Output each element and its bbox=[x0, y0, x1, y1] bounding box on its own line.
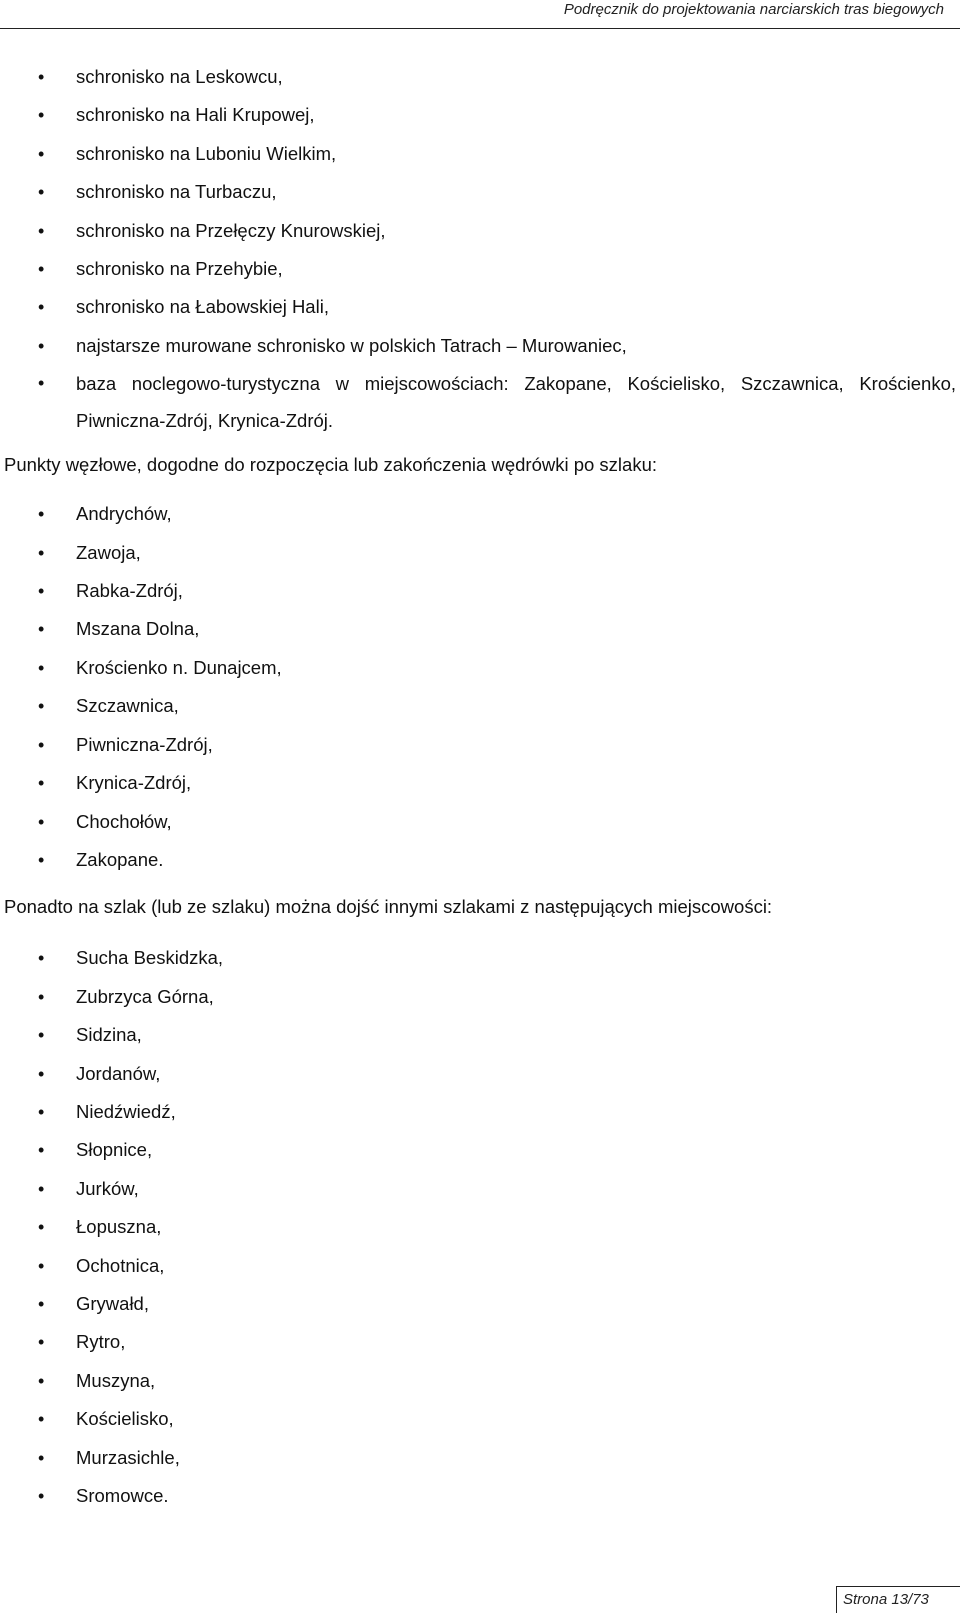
shelters-list bbox=[0, 58, 960, 439]
list-item bbox=[0, 1131, 956, 1169]
list-item-text: Sromowce. bbox=[76, 1485, 169, 1506]
bullet-icon: • bbox=[38, 297, 45, 318]
list-item bbox=[0, 1170, 956, 1208]
bullet-icon: • bbox=[38, 1486, 45, 1506]
bullet-icon: • bbox=[38, 504, 45, 525]
list-item bbox=[0, 173, 956, 211]
list-item-text: schronisko na Luboniu Wielkim, bbox=[76, 142, 337, 164]
list-item-text: Sidzina, bbox=[76, 1024, 142, 1046]
list-item-text: Grywałd, bbox=[76, 1292, 149, 1314]
page-footer bbox=[836, 1586, 960, 1613]
bullet-icon: • bbox=[38, 581, 45, 602]
list-item-text: Andrychów, bbox=[76, 503, 172, 525]
list-item-text: Słopnice, bbox=[76, 1139, 153, 1161]
list-item bbox=[0, 764, 956, 802]
list-item-text: Rytro, bbox=[76, 1331, 126, 1353]
bullet-icon: • bbox=[38, 696, 45, 717]
list-item-text: Krynica-Zdrój, bbox=[76, 772, 192, 794]
list-item bbox=[0, 1477, 956, 1515]
list-item bbox=[0, 1016, 956, 1054]
junction-points-paragraph: Punkty węzłowe, dogodne do rozpoczęcia lub zakończenia wędrówki po szlaku: bbox=[4, 454, 658, 476]
list-item bbox=[0, 572, 956, 610]
bullet-icon: • bbox=[38, 1447, 45, 1468]
bullet-icon: • bbox=[38, 734, 45, 755]
list-item-text: Zakopane. bbox=[76, 848, 164, 870]
list-item bbox=[0, 1323, 956, 1361]
list-item-text: najstarsze murowane schronisko w polskich Tatrach – Murowaniec, bbox=[76, 334, 627, 356]
list-item bbox=[0, 135, 956, 173]
bullet-icon: • bbox=[38, 105, 45, 126]
list-item-text: Zawoja, bbox=[76, 541, 141, 563]
list-item bbox=[0, 1055, 956, 1093]
list-item-text: Łopuszna, bbox=[76, 1216, 162, 1238]
list-item-text: Piwniczna-Zdrój, bbox=[76, 733, 213, 755]
page-header-title: Podręcznik do projektowania narciarskich tras biegowych bbox=[563, 1, 944, 18]
list-item bbox=[0, 687, 956, 725]
list-item-text: Jurków, bbox=[76, 1177, 139, 1199]
bullet-icon: • bbox=[38, 657, 45, 678]
list-item bbox=[0, 1362, 956, 1400]
bullet-icon: • bbox=[38, 143, 45, 164]
list-item-text: Szczawnica, bbox=[76, 695, 179, 717]
bullet-icon: • bbox=[38, 619, 45, 640]
list-item-text: Muszyna, bbox=[76, 1369, 156, 1391]
page-header bbox=[0, 0, 960, 29]
list-item bbox=[0, 803, 956, 841]
list-item bbox=[0, 1439, 956, 1477]
bullet-icon: • bbox=[38, 1101, 45, 1122]
bullet-icon: • bbox=[38, 1409, 45, 1430]
list-item-text: Chochołów, bbox=[76, 810, 172, 832]
list-item bbox=[0, 495, 956, 533]
list-item-text: schronisko na Przełęczy Knurowskiej, bbox=[76, 219, 386, 241]
list-item bbox=[0, 96, 956, 134]
list-item-text: Rabka-Zdrój, bbox=[76, 580, 183, 602]
list-item bbox=[0, 610, 956, 648]
list-item-text: schronisko na Leskowcu, bbox=[76, 66, 283, 87]
list-item bbox=[0, 58, 956, 96]
bullet-icon: • bbox=[38, 373, 45, 394]
bullet-icon: • bbox=[38, 1370, 45, 1391]
document-body bbox=[0, 58, 960, 1515]
bullet-icon: • bbox=[38, 220, 45, 241]
list-item bbox=[0, 1208, 956, 1246]
page-number: Strona 13/73 bbox=[843, 1591, 929, 1608]
bullet-icon: • bbox=[38, 1217, 45, 1238]
list-item-text: schronisko na Przehybie, bbox=[76, 258, 283, 280]
list-item bbox=[0, 250, 956, 288]
bullet-icon: • bbox=[38, 811, 45, 832]
list-item-text: schronisko na Łabowskiej Hali, bbox=[76, 296, 329, 318]
list-item-text: Jordanów, bbox=[76, 1062, 161, 1084]
bullet-icon: • bbox=[38, 1293, 45, 1314]
list-item-text: Sucha Beskidzka, bbox=[76, 947, 224, 969]
list-item-text: schronisko na Turbaczu, bbox=[76, 181, 277, 203]
list-item bbox=[0, 939, 956, 977]
bullet-icon: • bbox=[38, 986, 45, 1007]
bullet-icon: • bbox=[38, 1025, 45, 1046]
list-item bbox=[0, 534, 956, 572]
list-item-text: schronisko na Hali Krupowej, bbox=[76, 104, 315, 126]
list-item bbox=[0, 978, 956, 1016]
list-item bbox=[0, 1093, 956, 1131]
list-item-text: baza noclegowo-turystyczna w miejscowościach: Zakopane, Kościelisko, Szczawnica, Krościenko, Piwniczna-Zdrój, Krynica-Zdrój. bbox=[76, 373, 956, 432]
other-trails-paragraph: Ponadto na szlak (lub ze szlaku) można dojść innymi szlakami z następujących miejscowości: bbox=[4, 896, 773, 918]
list-item-text: Murzasichle, bbox=[76, 1446, 180, 1468]
list-item-text: Zubrzyca Górna, bbox=[76, 985, 214, 1007]
list-item-text: Niedźwiedź, bbox=[76, 1100, 176, 1122]
list-item bbox=[0, 841, 956, 879]
list-item bbox=[0, 649, 956, 687]
list-item bbox=[0, 212, 956, 250]
bullet-icon: • bbox=[38, 1178, 45, 1199]
list-item bbox=[0, 327, 956, 365]
list-item bbox=[0, 288, 956, 326]
bullet-icon: • bbox=[38, 1140, 45, 1161]
junction-towns-list bbox=[0, 495, 960, 879]
list-item bbox=[0, 1247, 956, 1285]
bullet-icon: • bbox=[38, 849, 45, 870]
list-item bbox=[0, 1400, 956, 1438]
list-item bbox=[0, 1285, 956, 1323]
bullet-icon: • bbox=[38, 948, 45, 969]
bullet-icon: • bbox=[38, 67, 45, 87]
bullet-icon: • bbox=[38, 1063, 45, 1084]
list-item-text: Ochotnica, bbox=[76, 1254, 165, 1276]
bullet-icon: • bbox=[38, 1255, 45, 1276]
list-item bbox=[0, 365, 956, 439]
list-item-text: Krościenko n. Dunajcem, bbox=[76, 656, 282, 678]
list-item-text: Kościelisko, bbox=[76, 1408, 174, 1430]
list-item bbox=[0, 726, 956, 764]
bullet-icon: • bbox=[38, 773, 45, 794]
bullet-icon: • bbox=[38, 542, 45, 563]
bullet-icon: • bbox=[38, 335, 45, 356]
bullet-icon: • bbox=[38, 1332, 45, 1353]
access-towns-list bbox=[0, 939, 960, 1515]
bullet-icon: • bbox=[38, 182, 45, 203]
bullet-icon: • bbox=[38, 259, 45, 280]
list-item-text: Mszana Dolna, bbox=[76, 618, 200, 640]
